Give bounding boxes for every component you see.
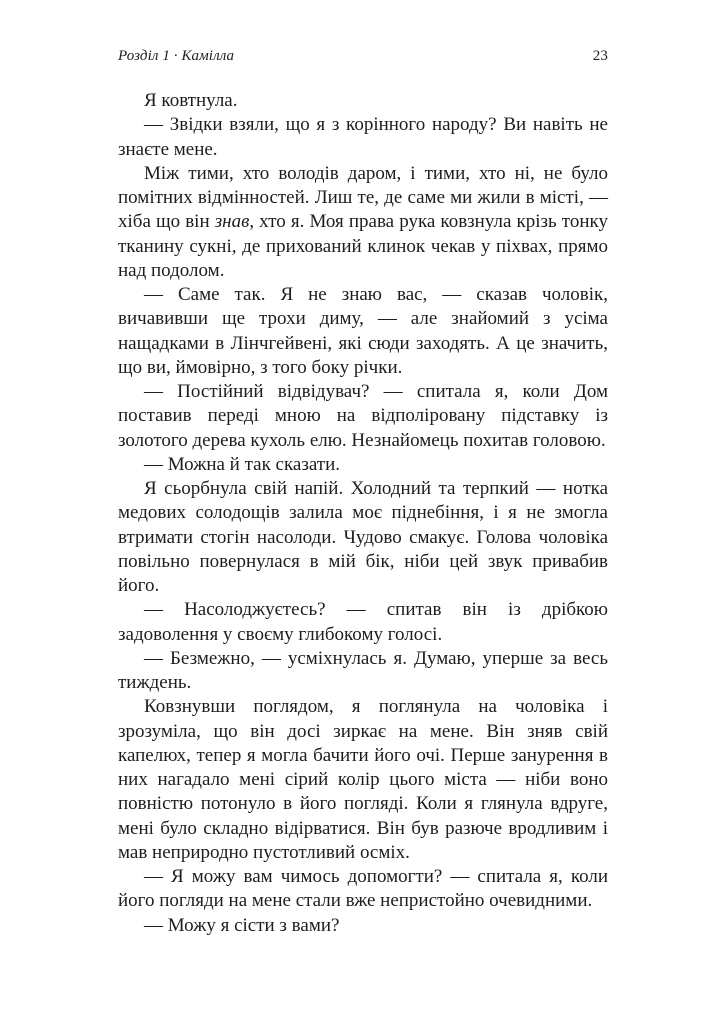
paragraph: — Можна й так сказати. [144, 453, 341, 475]
paragraph [118, 162, 608, 283]
paragraph-text: , хто я. Моя права рука ковзнула крізь тонку тканину сукні, де прихований клинок чекав у піхвах, прямо над подолом. [118, 211, 608, 281]
page-number: 23 [592, 48, 608, 64]
paragraph: Я сьорбнула свій напій. Холодний та терпкий — нотка медових солодощів залила моє піднебіння, і я не змогла втримати стогін насолоди. Чудово смакує. Голова чоловіка повільно повернулася в мій бік, ніби цей звук привабив його. [118, 478, 608, 596]
paragraph: — Можу я сісти з вами? [144, 914, 340, 936]
emphasized-word: знав [214, 211, 250, 233]
paragraph: — Постійний відвідувач? — спитала я, коли Дом поставив переді мною на відполіровану підставку із золотого дерева кухоль елю. Незнайомець похитав головою. [118, 381, 608, 451]
paragraph: Я ковтнула. [144, 90, 238, 111]
paragraph: Ковзнувши поглядом, я поглянула на чоловіка і зрозуміла, що він досі зиркає на мене. Він зняв свій капелюх, тепер я могла бачити його очі. Перше занурення в них нагадало мені сірий колір цього міста — ніби воно повністю потонуло в його погляді. Коли я глянула вдруге, мені було складно відірватися. Він був разюче вродливим і мав неприродно пустотливий осміх. [118, 696, 608, 863]
paragraph: — Безмежно, — усміхнулась я. Думаю, уперше за весь тиждень. [118, 647, 608, 693]
chapter-title: Розділ 1 · Камілла [118, 48, 235, 64]
paragraph-text: Між тими, хто володів даром, і тими, хто ні, не було помітних відмінностей. Лиш те, де саме ми жили в місті, — хіба що він [118, 162, 608, 233]
paragraph: — Насолоджуєтесь? — спитав він із дрібкою задоволення у своєму глибокому голосі. [118, 599, 608, 645]
paragraph: — Звідки взяли, що я з корінного народу? Ви навіть не знаєте мене. [118, 114, 608, 160]
paragraph: — Я можу вам чимось допомогти? — спитала я, коли його погляди на мене стали вже непристойно очевидними. [118, 866, 608, 912]
running-head [118, 48, 608, 74]
body-text [118, 89, 608, 938]
paragraph: — Саме так. Я не знаю вас, — сказав чоловік, вичавивши ще трохи диму, — але знайомий з усіма нащадками в Лінчгейвені, які сюди заходять. А це значить, що ви, ймовірно, з того боку річки. [118, 284, 608, 378]
